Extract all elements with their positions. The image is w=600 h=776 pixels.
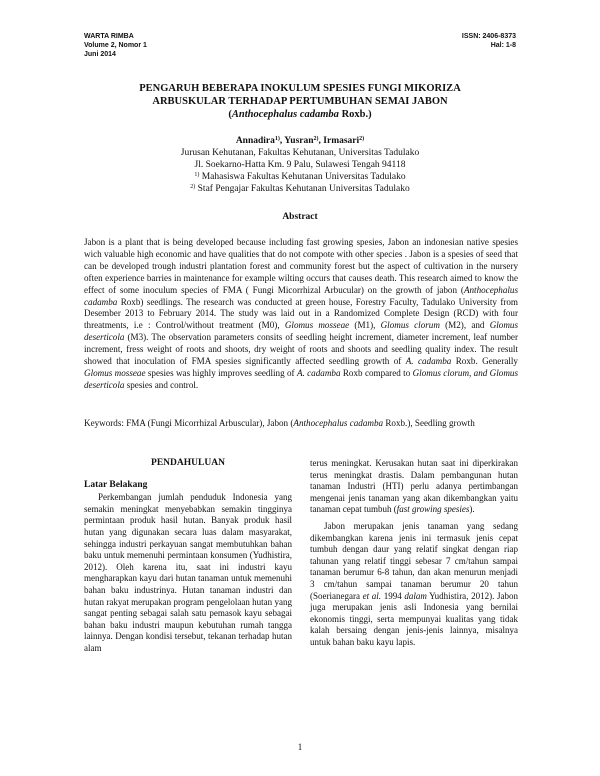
keywords-label: Keywords: (84, 418, 127, 428)
keywords: Keywords: FMA (Fungi Micorrhizal Arbuscular), Jabon (Anthocephalus cadamba Roxb.), Seedling growth (84, 418, 475, 428)
subsection-heading: Latar Belakang (84, 479, 148, 490)
body-column-left (84, 458, 292, 655)
running-header-left (84, 32, 147, 59)
author-2: Yusran (284, 136, 314, 146)
body-column-right (310, 458, 518, 649)
journal-name: WARTA RIMBA (84, 33, 134, 40)
running-header-right (462, 32, 516, 50)
affiliation-note-2: $^{2)}$ Staf Pengajar Fakultas Kehutanan Universitas Tadulako (190, 184, 410, 194)
section-heading: PENDAHULUAN (151, 458, 225, 468)
paragraph-1: Perkembangan jumlah penduduk Indonesia yang semakin meningkat menyebabkan semakin tingginya permintaan produk hasil hutan. Banyak produk hasil hutan yang digunakan secara luas dalam masyarakat, sehingga industri perkayuan sangat membutuhkan bahan baku untuk memenuhi permintaan konsumen (Yudhistira, 2012). Oleh karena itu, saat ini industri kayu mengharapkan kayu dari hutan tanaman untuk memenuhi bahan baku industrinya. Hutan tanaman industri dan hutan rakyat merupakan program pengelolaan hutan yang sangat penting sebagai salah satu pemasok kayu sebagai bahan baku industri maupun kebutuhan rumah tangga lainnya. Dengan kondisi tersebut, tekanan terhadap hutan alam (84, 492, 292, 653)
affiliation-note-1: $^{1)}$ Mahasiswa Fakultas Kehutanan Universitas Tadulako (194, 172, 406, 182)
title-line-1: PENGARUH BEBERAPA INOKULUM SPESIES FUNGI MIKORIZA (139, 83, 461, 94)
journal-volume: Volume 2, Nomor 1 (84, 42, 147, 49)
author-names: Annadira$^{1)}$, Yusran$^{2)}$, Irmasari$^{2)}$ (235, 136, 365, 146)
title-line-2: ARBUSKULAR TERHADAP PERTUMBUHAN SEMAI JABON (152, 96, 448, 107)
paragraph-2: Jabon merupakan jenis tanaman yang sedang dikembangkan karena jenis ini termasuk jenis cepat tumbuh dengan daur yang relatif singkat dengan riap tahunan yang relatif tinggi sebesar 7 cm/tahun sampai tanaman berumur 6-8 tahun, dan akan menurun menjadi 3 cm/tahun sampai tanaman berumur 20 tahun (Soerianegara et al. 1994 dalam Yudhistira, 2012). Jabon juga merupakan jenis asli Indonesia yang bernilai ekonomis tinggi, serta mempunyai kualitas yang tidak kalah bersaing dengan jenis-jenis lainnya, misalnya untuk bahan baku kayu lapis. (310, 520, 518, 647)
affiliation-1: Jurusan Kehutanan, Fakultas Kehutanan, Universitas Tadulako (180, 148, 420, 158)
page-number: 1 (297, 742, 303, 752)
abstract-heading: Abstract (282, 212, 318, 222)
issn: ISSN: 2406-8373 (461, 33, 516, 40)
author-3: Irmasari (323, 136, 360, 146)
affiliation-2: Jl. Soekarno-Hatta Km. 9 Palu, Sulawesi Tengah 94118 (194, 160, 406, 170)
title-line-3: (Anthocephalus cadamba Roxb.) (228, 109, 372, 120)
author-1: Annadira (235, 136, 275, 146)
title-species: Anthocephalus cadamba (231, 109, 339, 120)
abstract-text: Jabon is a plant that is being developed because including fast growing spesies, Jabon an indonesian native spesies wich valuable high economic and have qualities that do not compote with other species . Jabon is a spesies of seed that can be developed trough industri plantation forest and community forest but the aspect of cultivation in the nursery often experience barries in maintenance for example wilting occurs that causes death. This research aimed to know the effect of some inoculum species of FMA ( Fungi Micorrhizal Arbucular) on the growth of jabon (Anthocephalus cadamba Roxb) seedlings. The research was conducted at green house, Forestry Faculty, Tadulako University from Desember 2013 to February 2014. The study was laid out in a Randomized Complete Design (RCD) with four threatments, i.e : Control/without treatment (M0), Glomus mosseae (M1), Glomus clorum (M2), and Glomus deserticola (M3). The observation parameters consits of seedling height increment, diameter increment, leaf number increment, fress weight of roots and shoots, dry weight of roots and shoots and seedling quality index. The result showed that inoculation of FMA spesies significantly affected seedling growth of A. cadamba Roxb. Generally Glomus mosseae spesies was highly improves seedling of A. cadamba Roxb compared to Glomus clorum, and Glomus deserticola spesies and control. (84, 237, 518, 390)
page-range: Hal: 1-8 (490, 42, 516, 49)
journal-date: Juni 2014 (84, 51, 116, 58)
paper-title (60, 82, 540, 121)
paragraph-1-continued: terus meningkat. Kerusakan hutan saat ini diperkirakan terus meningkat drastis. Dalam pembangunan hutan tanaman Industri (HTI) perlu adanya pertimbangan mengenai jenis tanaman yang akan dikembangkan yaitu tanaman cepat tumbuh (fast growing spesies). (310, 458, 518, 515)
author-block (60, 135, 540, 195)
